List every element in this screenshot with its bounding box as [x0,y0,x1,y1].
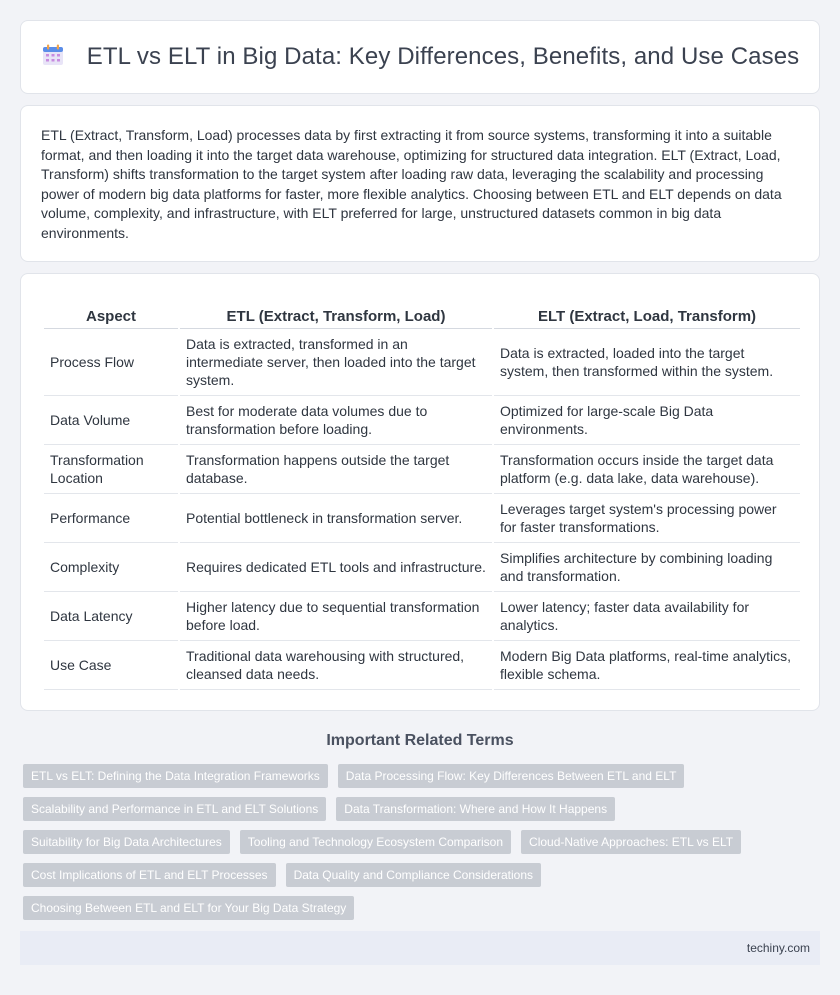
related-terms-list [23,764,823,929]
aspect-cell: Process Flow [44,329,178,396]
etl-cell: Requires dedicated ETL tools and infrastructure. [180,543,492,592]
aspect-cell: Performance [44,494,178,543]
table-row [44,445,800,494]
elt-cell: Lower latency; faster data availability for analytics. [494,592,800,641]
related-term-tag[interactable]: ETL vs ELT: Defining the Data Integration Frameworks [23,764,328,788]
etl-cell: Traditional data warehousing with structured, cleansed data needs. [180,641,492,690]
table-row [44,641,800,690]
table-row [44,396,800,445]
etl-cell: Transformation happens outside the target database. [180,445,492,494]
page-title: ETL vs ELT in Big Data: Key Differences, Benefits, and Use Cases [86,43,800,70]
related-term-tag[interactable]: Scalability and Performance in ETL and ELT Solutions [23,797,326,821]
etl-cell: Higher latency due to sequential transformation before load. [180,592,492,641]
column-header-etl: ETL (Extract, Transform, Load) [180,302,492,329]
table-row [44,329,800,396]
elt-cell: Modern Big Data platforms, real-time analytics, flexible schema. [494,641,800,690]
elt-cell: Leverages target system's processing power for faster transformations. [494,494,800,543]
table-row [44,494,800,543]
related-term-tag[interactable]: Data Processing Flow: Key Differences Between ETL and ELT [338,764,685,788]
related-term-tag[interactable]: Data Quality and Compliance Considerations [286,863,541,887]
column-header-elt: ELT (Extract, Load, Transform) [494,302,800,329]
etl-cell: Potential bottleneck in transformation server. [180,494,492,543]
aspect-cell: Data Volume [44,396,178,445]
aspect-cell: Data Latency [44,592,178,641]
elt-cell: Data is extracted, loaded into the target system, then transformed within the system. [494,329,800,396]
aspect-cell: Complexity [44,543,178,592]
header-card [20,20,820,94]
footer-site-link[interactable]: techiny.com [746,941,810,955]
etl-cell: Best for moderate data volumes due to transformation before loading. [180,396,492,445]
comparison-table [42,302,802,690]
elt-cell: Transformation occurs inside the target data platform (e.g. data lake, data warehouse). [494,445,800,494]
elt-cell: Simplifies architecture by combining loading and transformation. [494,543,800,592]
etl-cell: Data is extracted, transformed in an intermediate server, then loaded into the target system. [180,329,492,396]
column-header-aspect: Aspect [44,302,178,329]
intro-card [20,105,820,262]
calendar-icon [41,43,65,72]
related-term-tag[interactable]: Tooling and Technology Ecosystem Comparison [240,830,511,854]
aspect-cell: Use Case [44,641,178,690]
intro-paragraph: ETL (Extract, Transform, Load) processes data by first extracting it from source systems, transforming it into a suitable format, and then loading it into the target data warehouse, optimizing for structured data integration. ELT (Extract, Load, Transform) shifts transformation to the target system after loading raw data, leveraging the scalability and processing power of modern big data platforms for faster, more flexible analytics. Choosing between ETL and ELT depends on data volume, complexity, and infrastructure, with ELT preferred for large, unstructured datasets common in big data environments. [41,127,782,241]
table-row [44,592,800,641]
related-term-tag[interactable]: Data Transformation: Where and How It Happens [336,797,615,821]
related-term-tag[interactable]: Cloud-Native Approaches: ETL vs ELT [521,830,741,854]
related-terms-heading: Important Related Terms [326,732,514,749]
table-row [44,543,800,592]
related-term-tag[interactable]: Cost Implications of ETL and ELT Processes [23,863,276,887]
related-term-tag[interactable]: Suitability for Big Data Architectures [23,830,230,854]
comparison-card [20,273,820,711]
footer-bar [20,931,820,965]
elt-cell: Optimized for large-scale Big Data environments. [494,396,800,445]
aspect-cell: Transformation Location [44,445,178,494]
related-term-tag[interactable]: Choosing Between ETL and ELT for Your Big Data Strategy [23,896,354,920]
